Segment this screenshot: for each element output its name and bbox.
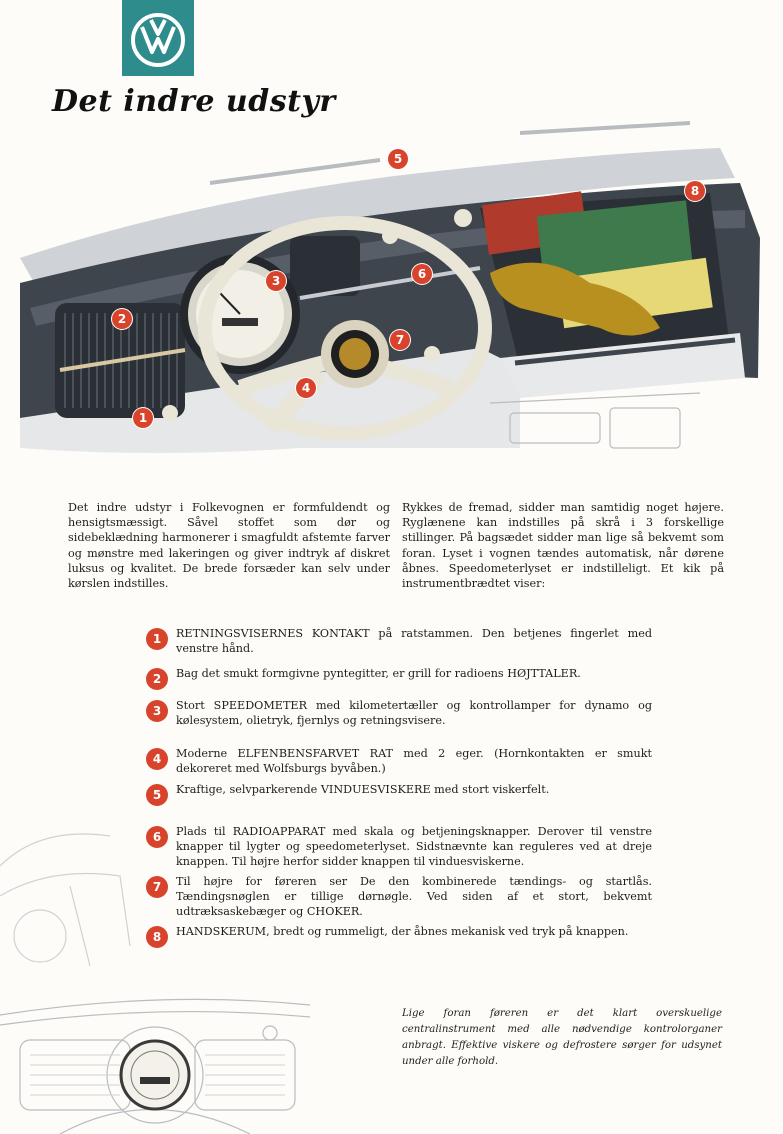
- badge-4: 4: [296, 378, 316, 398]
- feature-text: Bag det smukt formgivne pyntegitter, er grill for radioens HØJTTALER.: [176, 667, 581, 680]
- badge-7: 7: [390, 330, 410, 350]
- instrument-sketch: [0, 985, 320, 1134]
- feature-text: HANDSKERUM, bredt og rummeligt, der åbnes mekanisk ved tryk på knappen.: [176, 925, 629, 938]
- feature-text: Plads til RADIOAPPARAT med skala og betjeningsknapper. Derover til venstre knapper til lygter og speedometerlyset. Sidstnævnte kan reguleres ved at dreje knappen. Til højre herfor sidder knappen til vinduesviskerne.: [176, 825, 652, 868]
- car-sketch-left: [0, 826, 140, 986]
- badge-8: 8: [685, 181, 705, 201]
- dashboard-illustration: [0, 118, 783, 498]
- feature-number: 2: [146, 668, 168, 690]
- vw-logo: [122, 0, 194, 76]
- page-title: Det indre udstyr: [52, 84, 336, 119]
- feature-number: 6: [146, 826, 168, 848]
- feature-number: 8: [146, 926, 168, 948]
- feature-number: 3: [146, 700, 168, 722]
- feature-number: 7: [146, 876, 168, 898]
- feature-number: 5: [146, 784, 168, 806]
- badge-3: 3: [266, 271, 286, 291]
- feature-number: 1: [146, 628, 168, 650]
- vw-emblem-icon: [130, 12, 186, 68]
- illustration-caption: Lige foran føreren er det klart overskuelige centralinstrument med alle nødvendige kontrolorganer anbragt. Effektive viskere og defrostere sørger for udsynet under alle forhold.: [402, 1008, 722, 1067]
- feature-text: Moderne ELFENBENSFARVET RAT med 2 eger. (Hornkontakten er smukt dekoreret med Wolfsburgs byvåben.): [176, 747, 652, 775]
- feature-text: Stort SPEEDOMETER med kilometertæller og kontrollamper for dynamo og kølesystem, olietryk, fjernlys og retningsvisere.: [176, 699, 652, 727]
- badge-1: 1: [133, 408, 153, 428]
- feature-text: RETNINGSVISERNES KONTAKT på ratstammen. Den betjenes fingerlet med venstre hånd.: [176, 627, 652, 655]
- intro-left: Det indre udstyr i Folkevognen er formfuldendt og hensigtsmæssigt. Såvel stoffet som dør og sidebeklædning harmonerer i smagfuldt afstemte farver og mønstre med lakeringen og giver indtryk af diskret luksus og kvalitet. De brede forsæder kan selv under kørslen indstilles.: [68, 501, 390, 591]
- badge-6: 6: [412, 264, 432, 284]
- feature-text: Til højre for føreren ser De den kombinerede tændings- og startlås. Tændingsnøglen er tillige dørnøgle. Ved siden af et stort, bekvemt udtræksaskebæger og CHOKER.: [176, 875, 652, 918]
- intro-right: Rykkes de fremad, sidder man samtidig noget højere. Ryglænene kan indstilles på skrå i 3 forskellige stillinger. På bagsædet sidder man lige så bekvemt som foran. Lyset i vognen tændes automatisk, når dørene åbnes. Speedometerlyset er indstilleligt. Et kik på instrumentbrædtet viser:: [402, 501, 724, 591]
- feature-number: 4: [146, 748, 168, 770]
- badge-5: 5: [388, 149, 408, 169]
- feature-text: Kraftige, selvparkerende VINDUESVISKERE med stort viskerfelt.: [176, 783, 550, 796]
- badge-2: 2: [112, 309, 132, 329]
